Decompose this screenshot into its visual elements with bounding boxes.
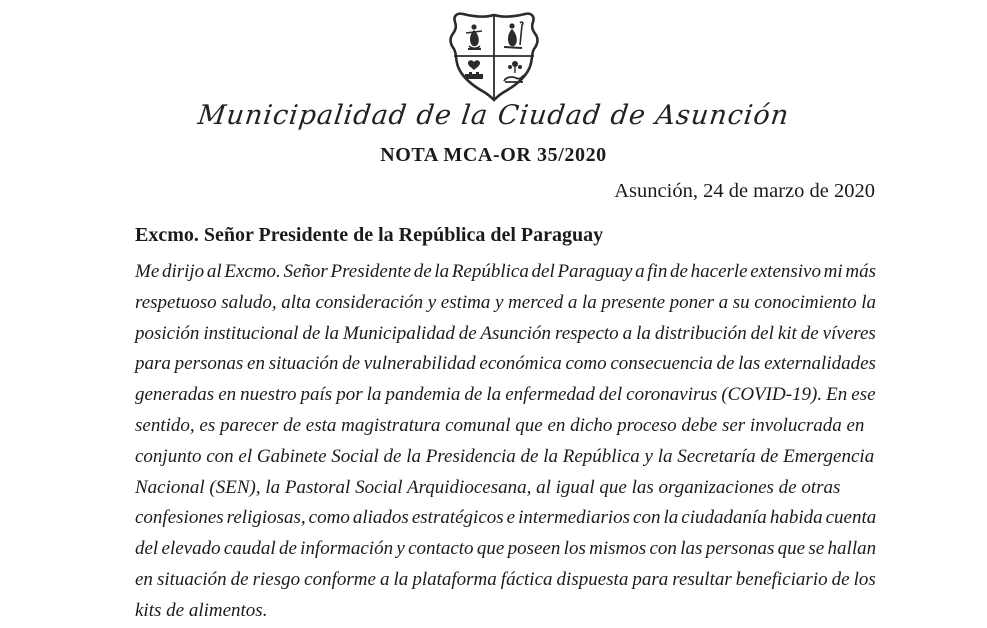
body-line: en situación de riesgo conforme a la plataforma fáctica dispuesta para resultar beneficiario de los [135, 568, 876, 590]
organization-name [0, 100, 987, 131]
letter-body [135, 257, 876, 627]
body-line: posición institucional de la Municipalidad de Asunción respecto a la distribución del kit de víveres [135, 322, 876, 344]
dateline: Asunción, 24 de marzo de 2020 [614, 180, 875, 202]
document-number: NOTA MCA-OR 35/2020 [380, 144, 607, 166]
body-line: del elevado caudal de información y contacto que poseen los mismos con las personas que se hallan [135, 538, 877, 560]
asuncion-coat-of-arms-icon [442, 11, 546, 108]
organization-name-text: Municipalidad de la Ciudad de Asunción [196, 100, 791, 131]
body-line: Nacional (SEN), la Pastoral Social Arquidiocesana, al igual que las organizaciones de otras [135, 476, 841, 498]
body-line: respetuoso saludo, alta consideración y estima y merced a la presente poner a su conocimiento la [135, 291, 876, 313]
body-line: conjunto con el Gabinete Social de la Presidencia de la República y la Secretaría de Emergencia [135, 445, 875, 467]
body-line: confesiones religiosas, como aliados estratégicos e intermediarios con la ciudadanía habida cuenta [135, 507, 877, 529]
body-line: kits de alimentos. [135, 599, 268, 621]
body-line: Me dirijo al Excmo. Señor Presidente de la República del Paraguay a fin de hacerle extensivo mi más [135, 261, 876, 282]
body-line: sentido, es parecer de esta magistratura comunal que en dicho proceso debe ser involucrada en [135, 414, 865, 436]
body-line: para personas en situación de vulnerabilidad económica como consecuencia de las externalidades [135, 353, 876, 375]
salutation: Excmo. Señor Presidente de la República del Paraguay [135, 224, 604, 246]
body-line: generadas en nuestro país por la pandemia de la enfermedad del coronavirus (COVID-19). En ese [135, 384, 876, 406]
